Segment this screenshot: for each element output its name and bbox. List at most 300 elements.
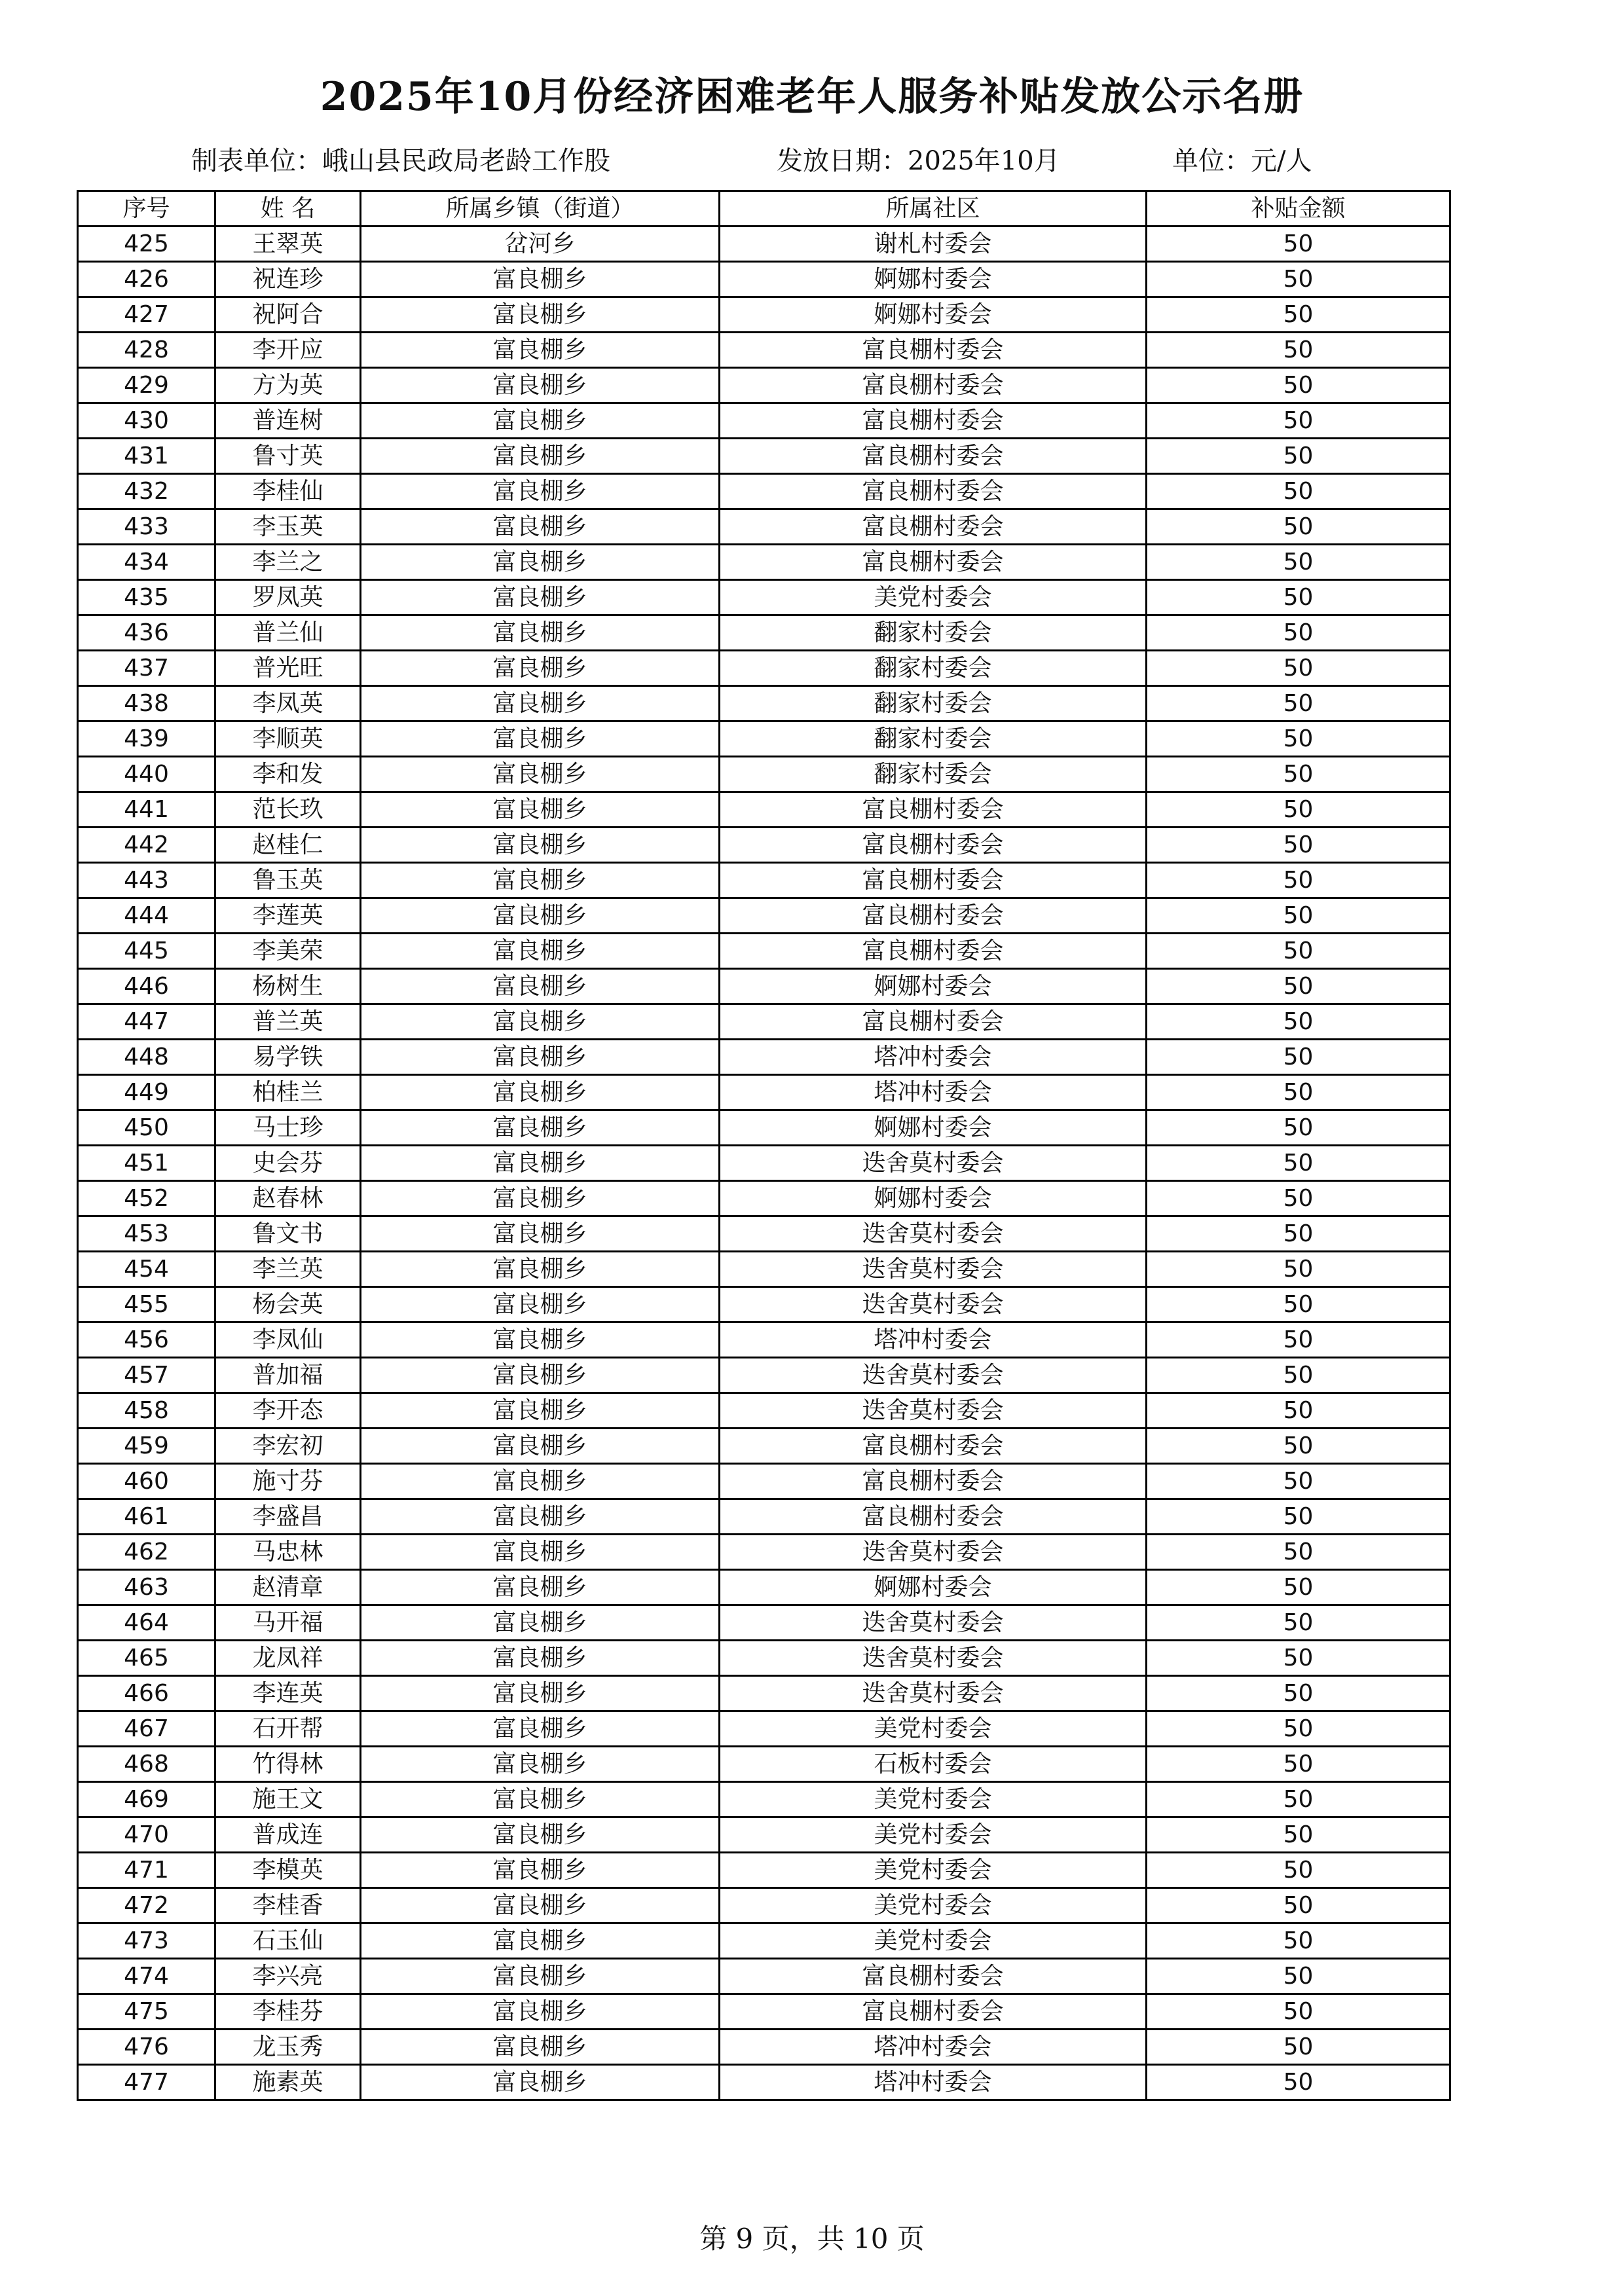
- name-cell: 赵桂仁: [215, 828, 361, 863]
- table-row: [78, 934, 1450, 969]
- header-township: 所属乡镇（街道）: [361, 191, 720, 227]
- comm-cell: 迭舍莫村委会: [720, 1287, 1147, 1322]
- name-cell: 杨会英: [215, 1287, 361, 1322]
- amount-cell: 50: [1147, 934, 1450, 969]
- serial-cell: 443: [78, 863, 215, 898]
- table-row: [78, 1923, 1450, 1959]
- serial-cell: 451: [78, 1146, 215, 1181]
- amount-cell: 50: [1147, 262, 1450, 297]
- name-cell: 范长玖: [215, 792, 361, 828]
- name-cell: 李开态: [215, 1393, 361, 1429]
- table-row: [78, 1287, 1450, 1322]
- table-row: [78, 969, 1450, 1004]
- town-cell: 富良棚乡: [361, 1853, 720, 1888]
- table-row: [78, 1429, 1450, 1464]
- name-cell: 祝连珍: [215, 262, 361, 297]
- amount-cell: 50: [1147, 580, 1450, 615]
- comm-cell: 塔冲村委会: [720, 1075, 1147, 1110]
- header-name: 姓 名: [215, 191, 361, 227]
- table-row: [78, 721, 1450, 757]
- amount-cell: 50: [1147, 1817, 1450, 1853]
- serial-cell: 429: [78, 368, 215, 403]
- serial-cell: 474: [78, 1959, 215, 1994]
- comm-cell: 婀娜村委会: [720, 1181, 1147, 1216]
- serial-cell: 437: [78, 651, 215, 686]
- amount-cell: 50: [1147, 1747, 1450, 1782]
- town-cell: 富良棚乡: [361, 1429, 720, 1464]
- table-row: [78, 1711, 1450, 1747]
- comm-cell: 富良棚村委会: [720, 1429, 1147, 1464]
- town-cell: 富良棚乡: [361, 333, 720, 368]
- table-row: [78, 615, 1450, 651]
- serial-cell: 467: [78, 1711, 215, 1747]
- town-cell: 富良棚乡: [361, 828, 720, 863]
- comm-cell: 婀娜村委会: [720, 297, 1147, 333]
- amount-cell: 50: [1147, 1499, 1450, 1535]
- name-cell: 李兰之: [215, 545, 361, 580]
- name-cell: 杨树生: [215, 969, 361, 1004]
- name-cell: 普兰仙: [215, 615, 361, 651]
- amount-cell: 50: [1147, 1464, 1450, 1499]
- table-row: [78, 439, 1450, 474]
- serial-cell: 438: [78, 686, 215, 721]
- table-row: [78, 403, 1450, 439]
- town-cell: 富良棚乡: [361, 1888, 720, 1923]
- serial-cell: 436: [78, 615, 215, 651]
- comm-cell: 婀娜村委会: [720, 1110, 1147, 1146]
- amount-cell: 50: [1147, 1287, 1450, 1322]
- table-row: [78, 1004, 1450, 1040]
- comm-cell: 翻家村委会: [720, 615, 1147, 651]
- table-row: [78, 1747, 1450, 1782]
- name-cell: 李和发: [215, 757, 361, 792]
- serial-cell: 433: [78, 509, 215, 545]
- amount-cell: 50: [1147, 1004, 1450, 1040]
- table-row: [78, 792, 1450, 828]
- town-cell: 富良棚乡: [361, 1923, 720, 1959]
- name-cell: 石玉仙: [215, 1923, 361, 1959]
- town-cell: 富良棚乡: [361, 262, 720, 297]
- amount-cell: 50: [1147, 1181, 1450, 1216]
- name-cell: 竹得林: [215, 1747, 361, 1782]
- amount-cell: 50: [1147, 439, 1450, 474]
- serial-cell: 461: [78, 1499, 215, 1535]
- serial-cell: 435: [78, 580, 215, 615]
- town-cell: 富良棚乡: [361, 1959, 720, 1994]
- name-cell: 普兰英: [215, 1004, 361, 1040]
- amount-cell: 50: [1147, 474, 1450, 509]
- amount-cell: 50: [1147, 686, 1450, 721]
- name-cell: 赵春林: [215, 1181, 361, 1216]
- serial-cell: 453: [78, 1216, 215, 1252]
- table-row: [78, 2065, 1450, 2100]
- table-row: [78, 1888, 1450, 1923]
- currency-unit: 单位：元/人: [1172, 146, 1312, 176]
- comm-cell: 富良棚村委会: [720, 1464, 1147, 1499]
- table-row: [78, 1040, 1450, 1075]
- comm-cell: 塔冲村委会: [720, 1040, 1147, 1075]
- serial-cell: 460: [78, 1464, 215, 1499]
- town-cell: 富良棚乡: [361, 1605, 720, 1641]
- town-cell: 富良棚乡: [361, 1358, 720, 1393]
- name-cell: 普成连: [215, 1817, 361, 1853]
- name-cell: 普光旺: [215, 651, 361, 686]
- comm-cell: 迭舍莫村委会: [720, 1641, 1147, 1676]
- name-cell: 李桂香: [215, 1888, 361, 1923]
- town-cell: 富良棚乡: [361, 1393, 720, 1429]
- town-cell: 富良棚乡: [361, 368, 720, 403]
- serial-cell: 473: [78, 1923, 215, 1959]
- table-row: [78, 1464, 1450, 1499]
- town-cell: 富良棚乡: [361, 1322, 720, 1358]
- town-cell: 富良棚乡: [361, 1641, 720, 1676]
- town-cell: 富良棚乡: [361, 615, 720, 651]
- comm-cell: 迭舍莫村委会: [720, 1358, 1147, 1393]
- comm-cell: 迭舍莫村委会: [720, 1216, 1147, 1252]
- town-cell: 富良棚乡: [361, 580, 720, 615]
- table-row: [78, 1181, 1450, 1216]
- town-cell: 富良棚乡: [361, 509, 720, 545]
- serial-cell: 431: [78, 439, 215, 474]
- amount-cell: 50: [1147, 863, 1450, 898]
- amount-cell: 50: [1147, 1782, 1450, 1817]
- name-cell: 石开帮: [215, 1711, 361, 1747]
- town-cell: 富良棚乡: [361, 651, 720, 686]
- amount-cell: 50: [1147, 1888, 1450, 1923]
- town-cell: 富良棚乡: [361, 1747, 720, 1782]
- issue-date: 发放日期：2025年10月: [777, 146, 1060, 176]
- amount-cell: 50: [1147, 1075, 1450, 1110]
- amount-cell: 50: [1147, 1535, 1450, 1570]
- comm-cell: 富良棚村委会: [720, 368, 1147, 403]
- comm-cell: 迭舍莫村委会: [720, 1605, 1147, 1641]
- serial-cell: 444: [78, 898, 215, 934]
- name-cell: 鲁文书: [215, 1216, 361, 1252]
- serial-cell: 465: [78, 1641, 215, 1676]
- serial-cell: 441: [78, 792, 215, 828]
- serial-cell: 466: [78, 1676, 215, 1711]
- town-cell: 富良棚乡: [361, 757, 720, 792]
- issuing-unit: 制表单位：峨山县民政局老龄工作股: [191, 146, 610, 176]
- amount-cell: 50: [1147, 969, 1450, 1004]
- amount-cell: 50: [1147, 651, 1450, 686]
- table-row: [78, 1605, 1450, 1641]
- serial-cell: 442: [78, 828, 215, 863]
- comm-cell: 迭舍莫村委会: [720, 1535, 1147, 1570]
- serial-cell: 455: [78, 1287, 215, 1322]
- comm-cell: 富良棚村委会: [720, 863, 1147, 898]
- serial-cell: 426: [78, 262, 215, 297]
- comm-cell: 婀娜村委会: [720, 262, 1147, 297]
- amount-cell: 50: [1147, 403, 1450, 439]
- name-cell: 李桂芬: [215, 1994, 361, 2030]
- amount-cell: 50: [1147, 898, 1450, 934]
- header-amount: 补贴金额: [1147, 191, 1450, 227]
- town-cell: 富良棚乡: [361, 1252, 720, 1287]
- name-cell: 马开福: [215, 1605, 361, 1641]
- serial-cell: 448: [78, 1040, 215, 1075]
- comm-cell: 富良棚村委会: [720, 1499, 1147, 1535]
- table-row: [78, 651, 1450, 686]
- table-header-row: [78, 191, 1450, 227]
- town-cell: 富良棚乡: [361, 686, 720, 721]
- serial-cell: 468: [78, 1747, 215, 1782]
- amount-cell: 50: [1147, 792, 1450, 828]
- town-cell: 富良棚乡: [361, 721, 720, 757]
- comm-cell: 翻家村委会: [720, 757, 1147, 792]
- table-row: [78, 1393, 1450, 1429]
- table-row: [78, 1959, 1450, 1994]
- town-cell: 富良棚乡: [361, 1570, 720, 1605]
- serial-cell: 469: [78, 1782, 215, 1817]
- serial-cell: 471: [78, 1853, 215, 1888]
- name-cell: 龙凤祥: [215, 1641, 361, 1676]
- town-cell: 富良棚乡: [361, 1110, 720, 1146]
- name-cell: 施王文: [215, 1782, 361, 1817]
- amount-cell: 50: [1147, 1040, 1450, 1075]
- comm-cell: 富良棚村委会: [720, 828, 1147, 863]
- comm-cell: 翻家村委会: [720, 721, 1147, 757]
- name-cell: 祝阿合: [215, 297, 361, 333]
- amount-cell: 50: [1147, 333, 1450, 368]
- comm-cell: 塔冲村委会: [720, 2065, 1147, 2100]
- amount-cell: 50: [1147, 1429, 1450, 1464]
- comm-cell: 迭舍莫村委会: [720, 1393, 1147, 1429]
- name-cell: 王翠英: [215, 227, 361, 262]
- town-cell: 富良棚乡: [361, 1711, 720, 1747]
- table-row: [78, 1358, 1450, 1393]
- table-row: [78, 828, 1450, 863]
- name-cell: 龙玉秀: [215, 2030, 361, 2065]
- table-row: [78, 580, 1450, 615]
- town-cell: 富良棚乡: [361, 1464, 720, 1499]
- table-row: [78, 474, 1450, 509]
- serial-cell: 434: [78, 545, 215, 580]
- amount-cell: 50: [1147, 1641, 1450, 1676]
- name-cell: 鲁寸英: [215, 439, 361, 474]
- serial-cell: 476: [78, 2030, 215, 2065]
- amount-cell: 50: [1147, 721, 1450, 757]
- serial-cell: 463: [78, 1570, 215, 1605]
- comm-cell: 翻家村委会: [720, 686, 1147, 721]
- name-cell: 李莲英: [215, 898, 361, 934]
- comm-cell: 富良棚村委会: [720, 898, 1147, 934]
- name-cell: 马士珍: [215, 1110, 361, 1146]
- serial-cell: 447: [78, 1004, 215, 1040]
- amount-cell: 50: [1147, 1358, 1450, 1393]
- table-row: [78, 368, 1450, 403]
- town-cell: 岔河乡: [361, 227, 720, 262]
- name-cell: 赵清章: [215, 1570, 361, 1605]
- name-cell: 李兰英: [215, 1252, 361, 1287]
- amount-cell: 50: [1147, 1605, 1450, 1641]
- table-row: [78, 898, 1450, 934]
- table-row: [78, 1110, 1450, 1146]
- comm-cell: 迭舍莫村委会: [720, 1252, 1147, 1287]
- table-body: [78, 227, 1450, 2100]
- table-row: [78, 1216, 1450, 1252]
- name-cell: 普连树: [215, 403, 361, 439]
- amount-cell: 50: [1147, 1110, 1450, 1146]
- table-row: [78, 2030, 1450, 2065]
- table-row: [78, 1146, 1450, 1181]
- document-title: 2025年10月份经济困难老年人服务补贴发放公示名册: [320, 74, 1304, 120]
- name-cell: 施寸芬: [215, 1464, 361, 1499]
- table-row: [78, 333, 1450, 368]
- name-cell: 李开应: [215, 333, 361, 368]
- name-cell: 施素英: [215, 2065, 361, 2100]
- serial-cell: 457: [78, 1358, 215, 1393]
- amount-cell: 50: [1147, 1994, 1450, 2030]
- amount-cell: 50: [1147, 1216, 1450, 1252]
- town-cell: 富良棚乡: [361, 1040, 720, 1075]
- serial-cell: 462: [78, 1535, 215, 1570]
- header-serial: 序号: [78, 191, 215, 227]
- serial-cell: 445: [78, 934, 215, 969]
- town-cell: 富良棚乡: [361, 1216, 720, 1252]
- town-cell: 富良棚乡: [361, 863, 720, 898]
- table-row: [78, 262, 1450, 297]
- town-cell: 富良棚乡: [361, 1817, 720, 1853]
- amount-cell: 50: [1147, 1146, 1450, 1181]
- name-cell: 柏桂兰: [215, 1075, 361, 1110]
- comm-cell: 塔冲村委会: [720, 2030, 1147, 2065]
- name-cell: 罗凤英: [215, 580, 361, 615]
- name-cell: 鲁玉英: [215, 863, 361, 898]
- town-cell: 富良棚乡: [361, 792, 720, 828]
- table-row: [78, 1853, 1450, 1888]
- header-community: 所属社区: [720, 191, 1147, 227]
- name-cell: 李桂仙: [215, 474, 361, 509]
- comm-cell: 翻家村委会: [720, 651, 1147, 686]
- town-cell: 富良棚乡: [361, 898, 720, 934]
- name-cell: 马忠林: [215, 1535, 361, 1570]
- serial-cell: 440: [78, 757, 215, 792]
- comm-cell: 富良棚村委会: [720, 439, 1147, 474]
- comm-cell: 富良棚村委会: [720, 509, 1147, 545]
- comm-cell: 迭舍莫村委会: [720, 1676, 1147, 1711]
- table-row: [78, 1075, 1450, 1110]
- town-cell: 富良棚乡: [361, 1075, 720, 1110]
- comm-cell: 美党村委会: [720, 580, 1147, 615]
- name-cell: 李兴亮: [215, 1959, 361, 1994]
- comm-cell: 富良棚村委会: [720, 403, 1147, 439]
- serial-cell: 452: [78, 1181, 215, 1216]
- town-cell: 富良棚乡: [361, 934, 720, 969]
- serial-cell: 464: [78, 1605, 215, 1641]
- town-cell: 富良棚乡: [361, 1146, 720, 1181]
- subsidy-roster-table: [77, 190, 1451, 2101]
- comm-cell: 富良棚村委会: [720, 1004, 1147, 1040]
- serial-cell: 472: [78, 1888, 215, 1923]
- serial-cell: 458: [78, 1393, 215, 1429]
- amount-cell: 50: [1147, 1711, 1450, 1747]
- comm-cell: 富良棚村委会: [720, 1959, 1147, 1994]
- comm-cell: 谢札村委会: [720, 227, 1147, 262]
- name-cell: 李盛昌: [215, 1499, 361, 1535]
- comm-cell: 婀娜村委会: [720, 1570, 1147, 1605]
- town-cell: 富良棚乡: [361, 1287, 720, 1322]
- comm-cell: 美党村委会: [720, 1817, 1147, 1853]
- table-row: [78, 757, 1450, 792]
- comm-cell: 富良棚村委会: [720, 474, 1147, 509]
- table-row: [78, 1676, 1450, 1711]
- comm-cell: 婀娜村委会: [720, 969, 1147, 1004]
- town-cell: 富良棚乡: [361, 403, 720, 439]
- comm-cell: 富良棚村委会: [720, 545, 1147, 580]
- town-cell: 富良棚乡: [361, 439, 720, 474]
- amount-cell: 50: [1147, 2030, 1450, 2065]
- comm-cell: 富良棚村委会: [720, 333, 1147, 368]
- town-cell: 富良棚乡: [361, 1782, 720, 1817]
- table-row: [78, 686, 1450, 721]
- table-row: [78, 297, 1450, 333]
- amount-cell: 50: [1147, 227, 1450, 262]
- comm-cell: 美党村委会: [720, 1782, 1147, 1817]
- comm-cell: 迭舍莫村委会: [720, 1146, 1147, 1181]
- comm-cell: 美党村委会: [720, 1888, 1147, 1923]
- amount-cell: 50: [1147, 828, 1450, 863]
- comm-cell: 美党村委会: [720, 1711, 1147, 1747]
- table-row: [78, 227, 1450, 262]
- amount-cell: 50: [1147, 545, 1450, 580]
- name-cell: 李模英: [215, 1853, 361, 1888]
- town-cell: 富良棚乡: [361, 545, 720, 580]
- table-row: [78, 545, 1450, 580]
- table-row: [78, 863, 1450, 898]
- serial-cell: 425: [78, 227, 215, 262]
- town-cell: 富良棚乡: [361, 474, 720, 509]
- table-row: [78, 1252, 1450, 1287]
- serial-cell: 428: [78, 333, 215, 368]
- comm-cell: 富良棚村委会: [720, 934, 1147, 969]
- table-row: [78, 1535, 1450, 1570]
- town-cell: 富良棚乡: [361, 1181, 720, 1216]
- amount-cell: 50: [1147, 1393, 1450, 1429]
- amount-cell: 50: [1147, 1959, 1450, 1994]
- serial-cell: 439: [78, 721, 215, 757]
- comm-cell: 美党村委会: [720, 1923, 1147, 1959]
- name-cell: 方为英: [215, 368, 361, 403]
- serial-cell: 430: [78, 403, 215, 439]
- comm-cell: 美党村委会: [720, 1853, 1147, 1888]
- name-cell: 李凤仙: [215, 1322, 361, 1358]
- serial-cell: 432: [78, 474, 215, 509]
- town-cell: 富良棚乡: [361, 1535, 720, 1570]
- serial-cell: 456: [78, 1322, 215, 1358]
- amount-cell: 50: [1147, 615, 1450, 651]
- name-cell: 李玉英: [215, 509, 361, 545]
- comm-cell: 石板村委会: [720, 1747, 1147, 1782]
- comm-cell: 塔冲村委会: [720, 1322, 1147, 1358]
- table-row: [78, 1570, 1450, 1605]
- name-cell: 易学铁: [215, 1040, 361, 1075]
- town-cell: 富良棚乡: [361, 1499, 720, 1535]
- amount-cell: 50: [1147, 1322, 1450, 1358]
- town-cell: 富良棚乡: [361, 2065, 720, 2100]
- serial-cell: 470: [78, 1817, 215, 1853]
- town-cell: 富良棚乡: [361, 1004, 720, 1040]
- serial-cell: 454: [78, 1252, 215, 1287]
- name-cell: 李凤英: [215, 686, 361, 721]
- name-cell: 李连英: [215, 1676, 361, 1711]
- amount-cell: 50: [1147, 2065, 1450, 2100]
- name-cell: 史会芬: [215, 1146, 361, 1181]
- amount-cell: 50: [1147, 1570, 1450, 1605]
- serial-cell: 450: [78, 1110, 215, 1146]
- amount-cell: 50: [1147, 1923, 1450, 1959]
- table-row: [78, 1817, 1450, 1853]
